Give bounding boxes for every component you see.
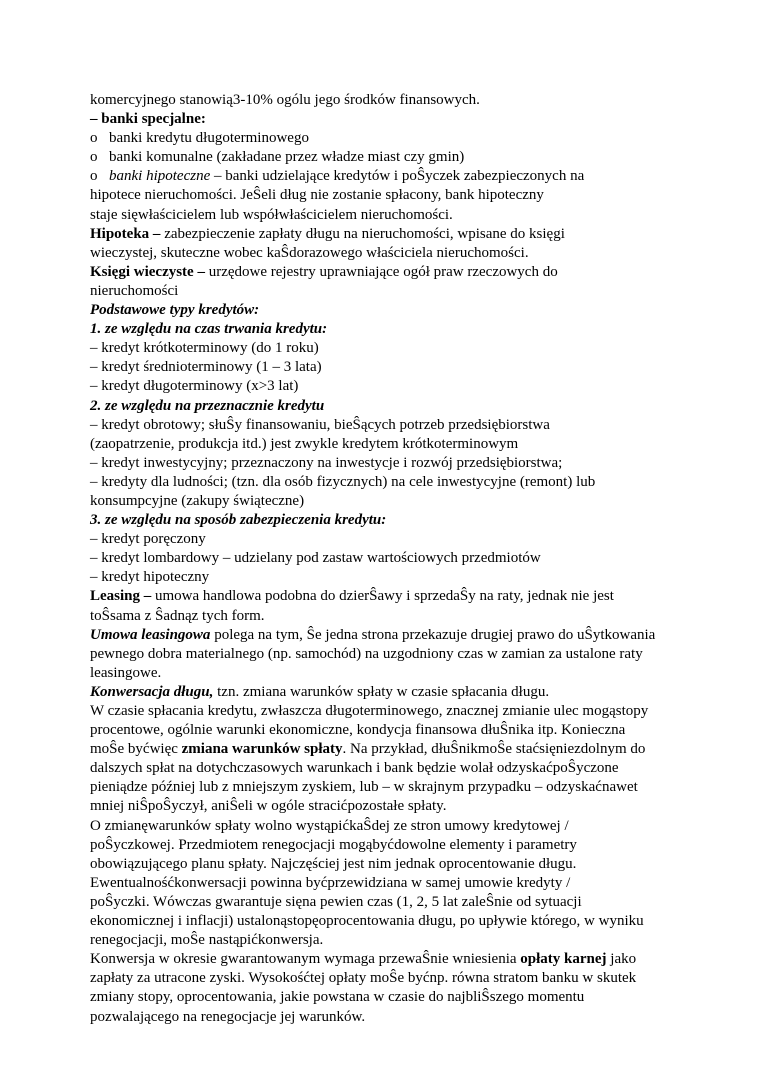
text-line: nieruchomości xyxy=(90,282,179,299)
heading-credit-types: Podstawowe typy kredytów: xyxy=(90,302,260,319)
bullet-icon: o xyxy=(90,168,98,185)
text-line: dalszych spłat na dotychczasowych warunkach i bank będzie wolał odzyskaćpoŜyczone xyxy=(90,760,619,777)
list-item: – kredyt obrotowy; słuŜy finansowaniu, bieŜących potrzeb przedsiębiorstwa xyxy=(90,416,550,433)
text-line: wieczystej, skuteczne wobec kaŜdorazowego właściciela nieruchomości. xyxy=(90,244,529,261)
term-zmiana-warunkow: zmiana warunków spłaty xyxy=(181,741,343,758)
document-body xyxy=(90,91,690,1027)
subheading-duration: 1. ze względu na czas trwania kredytu: xyxy=(90,321,328,338)
text-line: procentowe, ogólnie warunki ekonomiczne, kondycja finansowa dłuŜnika itp. Konieczna xyxy=(90,722,626,739)
text-line: staje sięwłaścicielem lub współwłaścicielem nieruchomości. xyxy=(90,206,453,223)
text-line: obowiązującego planu spłaty. Najczęściej jest nim jednak oprocentowanie długu. xyxy=(90,855,577,872)
text-line: ekonomicznej i inflacji) ustalonąstopęoprocentowania długu, po upływie którego, w wyniku xyxy=(90,913,644,930)
list-item xyxy=(90,167,690,186)
list-item: – kredyty dla ludności; (tzn. dla osób fizycznych) na cele inwestycyjne (remont) lub xyxy=(90,473,596,490)
term-mortgage-banks: banki hipoteczne xyxy=(109,168,211,185)
definition-line xyxy=(90,263,690,282)
text-line: toŜsama z Ŝadnąz tych form. xyxy=(90,607,265,624)
text-line: poŜyczkowej. Przedmiotem renegocjacji mogąbyćdowolne elementy i parametry xyxy=(90,836,577,853)
definition-text: tzn. zmiana warunków spłaty w czasie spłacania długu. xyxy=(213,683,550,700)
definition-line xyxy=(90,626,690,645)
text-line: komercyjnego stanowią3-10% ogólu jego środków finansowych. xyxy=(90,92,480,108)
list-item: – kredyt lombardowy – udzielany pod zastaw wartościowych przedmiotów xyxy=(90,550,541,567)
definition-text: urzędowe rejestry uprawniające ogół praw rzeczowych do xyxy=(204,263,558,280)
definition-line xyxy=(90,683,690,702)
text-line: mniej niŜpoŜyczył, aniŜeli w ogóle stracićpozostałe spłaty. xyxy=(90,798,447,815)
bullet-icon: o xyxy=(90,149,98,166)
term-oplata-karna: opłaty karnej xyxy=(520,951,607,968)
text-line: zmiany stopy, oprocentowania, jakie powstana w czasie do najbliŜszego momentu xyxy=(90,989,585,1006)
definition-line xyxy=(90,587,690,606)
text-line: konsumpcyjne (zakupy świąteczne) xyxy=(90,492,305,509)
list-item-text: – banki udzielające kredytów i poŜyczek zabezpieczonych na xyxy=(210,168,585,185)
text-line: Ewentualnośćkonwersacji powinna byćprzewidziana w samej umowie kredyty / xyxy=(90,874,571,891)
subheading-purpose: 2. ze względu na przeznacznie kredytu xyxy=(90,397,325,414)
bullet-icon: o xyxy=(90,130,98,147)
term-umowa-leasingowa: Umowa leasingowa xyxy=(90,626,211,643)
text-line xyxy=(90,740,690,759)
text-line: pozwalającego na renegocjacje jej warunków. xyxy=(90,1008,366,1025)
text-line: pewnego dobra materialnego (np. samochód) na uzgodniony czas w zamian za ustalone raty xyxy=(90,645,643,662)
term-konwersacja-dlugu: Konwersacja długu, xyxy=(90,683,214,700)
text-line: (zaopatrzenie, produkcja itd.) jest zwykle kredytem krótkoterminowym xyxy=(90,435,519,452)
text-line xyxy=(90,950,690,969)
text-line: leasingowe. xyxy=(90,664,162,681)
term-leasing: Leasing – xyxy=(90,588,152,605)
list-item: – kredyt średnioterminowy (1 – 3 lata) xyxy=(90,359,322,376)
term-hipoteka: Hipoteka – xyxy=(90,225,161,242)
list-item xyxy=(90,148,690,167)
subheading-security: 3. ze względu na sposób zabezpieczenia kredytu: xyxy=(90,512,387,529)
heading-special-banks: – banki specjalne: xyxy=(90,111,206,128)
list-item: – kredyt hipoteczny xyxy=(90,569,210,586)
text-line: hipotece nieruchomości. JeŜeli dług nie zostanie spłacony, bank hipoteczny xyxy=(90,187,544,204)
list-item-text: banki komunalne (zakładane przez władze miast czy gmin) xyxy=(109,149,465,166)
text-span: . Na przykład, dłuŜnikmoŜe staćsięniezdolnym do xyxy=(342,741,646,758)
text-line: W czasie spłacania kredytu, zwłaszcza długoterminowego, znacznej zmianie ulec mogąstopy xyxy=(90,703,649,719)
definition-text: zabezpieczenie zapłaty długu na nieruchomości, wpisane do księgi xyxy=(160,225,565,242)
text-span: moŜe byćwięc xyxy=(90,741,182,758)
definition-text: umowa handlowa podobna do dzierŜawy i sprzedaŜy na raty, jednak nie jest xyxy=(151,588,614,605)
text-span: jako xyxy=(606,951,637,968)
list-item: – kredyt poręczony xyxy=(90,531,206,548)
text-span: Konwersja w okresie gwarantowanym wymaga przewaŜnie wniesienia xyxy=(90,951,521,968)
term-ksiegi-wieczyste: Księgi wieczyste – xyxy=(90,263,205,280)
text-line: O zmianęwarunków spłaty wolno wystąpićkaŜdej ze stron umowy kredytowej / xyxy=(90,817,569,834)
list-item: – kredyt inwestycyjny; przeznaczony na inwestycje i rozwój przedsiębiorstwa; xyxy=(90,454,563,471)
text-line: poŜyczki. Wówczas gwarantuje sięna pewien czas (1, 2, 5 lat zaleŜnie od sytuacji xyxy=(90,893,582,910)
definition-line xyxy=(90,225,690,244)
list-item: – kredyt długoterminowy (x>3 lat) xyxy=(90,378,299,395)
text-line: renegocjacji, moŜe nastąpićkonwersja. xyxy=(90,932,324,949)
list-item: – kredyt krótkoterminowy (do 1 roku) xyxy=(90,340,319,357)
text-line: zapłaty za utracone zyski. Wysokośćtej opłaty moŜe byćnp. równa stratom banku w skutek xyxy=(90,970,637,987)
list-item xyxy=(90,129,690,148)
definition-text: polega na tym, Ŝe jedna strona przekazuje drugiej prawo do uŜytkowania xyxy=(210,626,656,643)
list-item-text: banki kredytu długoterminowego xyxy=(109,130,309,147)
text-line: pieniądze później lub z mniejszym zyskiem, lub – w skrajnym przypadku – odzyskaćnawet xyxy=(90,779,638,796)
